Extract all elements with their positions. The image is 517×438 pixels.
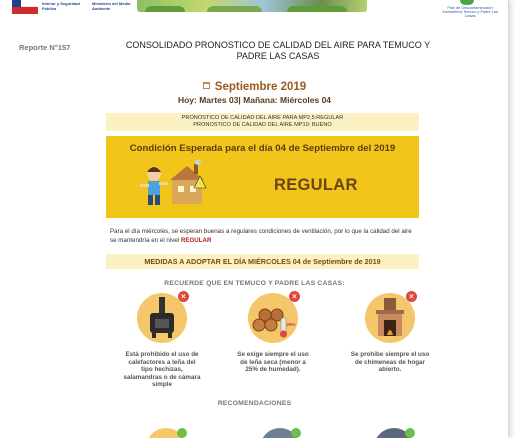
measure-card-stoves — [122, 293, 202, 389]
ministry-environment-label: Ministerio del Medio Ambiente — [92, 1, 131, 11]
landscape-banner — [137, 0, 367, 12]
measure-text-stoves: Está prohibido el uso de calefactores a leña del tipo hechizas, salamandras o de cámara simple — [123, 351, 201, 389]
condition-box — [106, 136, 419, 218]
leaf-icon — [460, 0, 474, 5]
forecast-mp10: PRONOSTICO DE CALIDAD DEL AIRE MP10: BUENO — [193, 122, 332, 128]
prohibited-icon: × — [289, 291, 300, 302]
measure-card-fireplace — [350, 293, 430, 374]
recommendation-icon-1 — [146, 428, 186, 438]
condition-title: Condición Esperada para el día 04 de Septiembre del 2019 — [129, 143, 396, 154]
plan-logo — [440, 0, 500, 18]
open-fireplace-icon — [365, 293, 415, 343]
condition-description — [110, 227, 416, 245]
wood-stove-icon — [137, 293, 187, 343]
forecast-mp25: PRONOSTICO DE CALIDAD DEL AIRE PARA MP2,5:REGULAR — [181, 115, 344, 121]
recommendation-icon-2 — [260, 428, 300, 438]
plan-label: Plan de Descontaminación Atmosférica Temuco y Padre Las Casas — [442, 6, 498, 19]
forecast-box — [106, 113, 419, 131]
description-text: Para el día miércoles, se esperan buenas a regulares condiciones de ventilación, por lo que la calidad del aire se mantendría en el nivel — [110, 228, 412, 244]
recommendation-icon-3 — [374, 428, 414, 438]
condition-value: REGULAR — [274, 176, 358, 194]
ministry-interior-label: Interior y Seguridad Pública — [42, 1, 80, 11]
prohibited-icon: × — [178, 291, 189, 302]
check-icon — [177, 428, 187, 438]
dry-firewood-icon — [248, 293, 298, 343]
remember-title: RECUERDE QUE EN TEMUCO Y PADRE LAS CASAS: — [164, 280, 345, 287]
measure-text-firewood: Se exige siempre el uso de leña seca (menor a 25% de humedad). — [237, 351, 309, 374]
report-number: Reporte N°157 — [19, 43, 71, 52]
chile-flag-icon — [12, 0, 38, 14]
day-line: Hoy: Martes 03| Mañana: Miércoles 04 — [177, 95, 332, 105]
month-label: Septiembre 2019 — [214, 81, 307, 93]
report-month — [0, 81, 509, 93]
recommendations-title: RECOMENDACIONES — [217, 400, 292, 407]
government-logo — [12, 0, 132, 14]
moisture-label: 25% — [286, 322, 296, 327]
measure-card-firewood — [233, 293, 313, 374]
measures-title: MEDIDAS A ADOPTAR EL DÍA MIÉRCOLES 04 de Septiembre de 2019 — [106, 254, 419, 269]
prohibited-icon: × — [406, 291, 417, 302]
child-with-house-illustration — [136, 160, 216, 210]
check-icon — [405, 428, 415, 438]
check-icon — [291, 428, 301, 438]
calendar-icon — [203, 82, 210, 89]
measure-text-fireplace: Se prohibe siempre el uso de chimeneas de hogar abierto. — [350, 351, 430, 374]
report-title: CONSOLIDADO PRONOSTICO DE CALIDAD DEL AIRE PARA TEMUCO Y PADRE LAS CASAS — [125, 40, 431, 61]
description-level: REGULAR — [180, 237, 212, 244]
